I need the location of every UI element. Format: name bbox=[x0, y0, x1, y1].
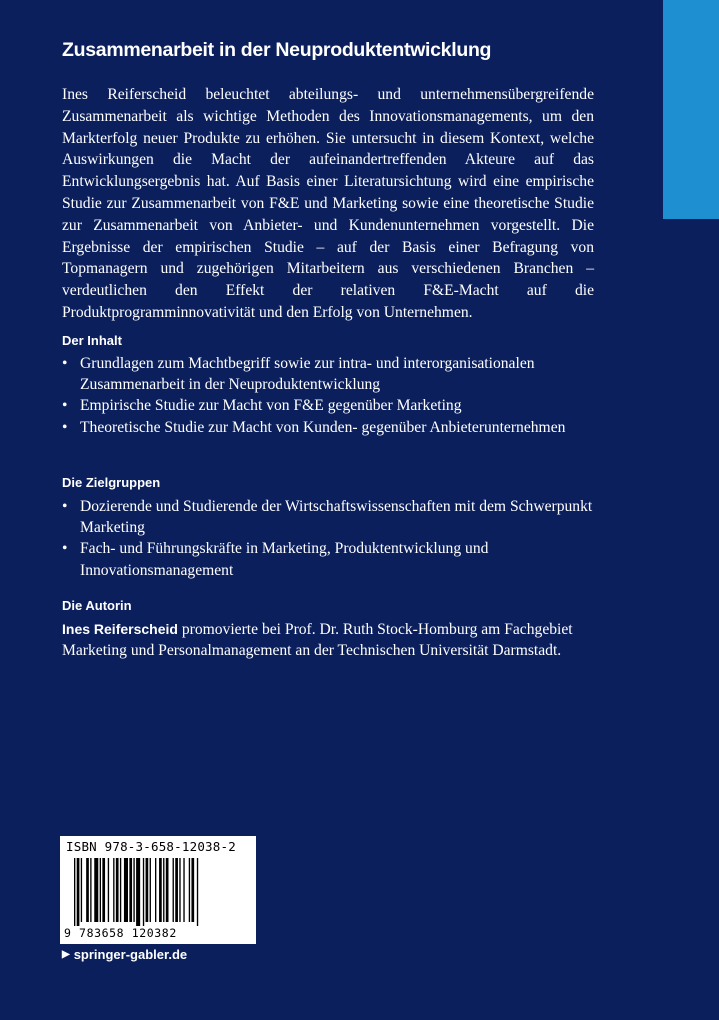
barcode-bar bbox=[90, 858, 91, 922]
barcode-bar bbox=[159, 858, 162, 922]
barcode-bar bbox=[189, 858, 190, 922]
book-description: Ines Reiferscheid beleuchtet abteilungs- und unternehmensübergreifende Zusammenarbeit als wichtige Methoden des Innovationsmanagements, um den Markterfolg neuer Produkte zu erhöhen. Sie untersucht in diesem Kontext, welche Auswirkungen die Macht der aufeinandertreffenden Akteure auf das Entwicklungsergebnis hat. Auf Basis einer Literatursichtung wird eine empirische Studie zur Zusammenarbeit von F&E und Marketing sowie eine theoretische Studie zur Zusammenarbeit von Anbieter- und Kundenunternehmen vorgestellt. Die Ergebnisse der empirischen Studie – auf der Basis einer Befragung von Topmanagern und zugehörigen Mitarbeitern aus verschiedenen Branchen – verdeutlichen den Effekt der relativen F&E-Macht auf die Produktprogramminnovativität und den Erfolg von Unternehmen. bbox=[62, 86, 594, 321]
target-groups-heading: Die Zielgruppen bbox=[62, 475, 161, 490]
list-item-text: Dozierende und Studierende der Wirtschaftswissenschaften mit dem Schwerpunkt Marketing bbox=[80, 498, 593, 537]
barcode-bar bbox=[179, 858, 180, 922]
publisher-website-text: springer-gabler.de bbox=[73, 947, 188, 962]
barcode-bar bbox=[166, 858, 169, 922]
barcode-bar bbox=[183, 858, 184, 922]
barcode-bar bbox=[100, 858, 101, 922]
list-item bbox=[62, 395, 602, 416]
barcode-bar bbox=[136, 858, 140, 926]
arrow-right-icon: ▶ bbox=[62, 949, 70, 960]
bullet-icon: • bbox=[62, 498, 68, 515]
author-heading: Die Autorin bbox=[62, 598, 132, 613]
barcode-bar bbox=[191, 858, 194, 922]
list-item-text: Grundlagen zum Machtbegriff sowie zur intra- und interorganisationalen Zusammenarbeit in der Neuproduktentwicklung bbox=[80, 355, 535, 394]
list-item-text: Fach- und Führungskräfte in Marketing, Produktentwicklung und Innovationsmanagement bbox=[80, 540, 489, 579]
list-item bbox=[62, 353, 602, 395]
list-item bbox=[62, 417, 602, 438]
barcode-bar bbox=[146, 858, 149, 922]
accent-tab bbox=[663, 0, 719, 219]
bullet-icon: • bbox=[62, 418, 68, 436]
barcode-bar bbox=[86, 858, 89, 922]
barcode-bar bbox=[77, 858, 80, 926]
barcode-bar bbox=[113, 858, 114, 922]
barcode-bar bbox=[81, 858, 82, 922]
isbn-number: ISBN 978-3-658-12038-2 bbox=[66, 839, 236, 854]
barcode-bar bbox=[102, 858, 105, 922]
bullet-icon: • bbox=[62, 397, 68, 415]
isbn-barcode bbox=[60, 836, 256, 944]
list-item bbox=[62, 538, 602, 580]
bullet-icon: • bbox=[62, 540, 68, 558]
barcode-bars bbox=[60, 858, 256, 928]
barcode-bar bbox=[173, 858, 174, 922]
barcode-bar bbox=[124, 858, 128, 922]
barcode-bar bbox=[94, 858, 98, 922]
author-bio bbox=[62, 619, 622, 661]
barcode-bar bbox=[175, 858, 178, 922]
author-name: Ines Reiferscheid bbox=[62, 621, 178, 637]
publisher-website-link[interactable] bbox=[62, 946, 187, 964]
barcode-bar bbox=[74, 858, 75, 926]
barcode-bar bbox=[133, 858, 134, 922]
barcode-bar bbox=[129, 858, 132, 922]
book-title: Zusammenarbeit in der Neuproduktentwicklung bbox=[62, 39, 492, 61]
barcode-bar bbox=[116, 858, 119, 922]
author-bio-text: promovierte bei Prof. Dr. Ruth Stock-Homburg am Fachgebiet Marketing und Personalmanagement an der Technischen Universität Darmstadt. bbox=[62, 621, 573, 660]
barcode-bar bbox=[163, 858, 164, 922]
barcode-bar bbox=[108, 858, 109, 922]
content-heading: Der Inhalt bbox=[62, 333, 122, 348]
list-item-text: Theoretische Studie zur Macht von Kunden- gegenüber Anbieterunternehmen bbox=[80, 418, 566, 436]
ean-digits: 9 783658 120382 bbox=[64, 926, 177, 940]
target-groups-list bbox=[62, 496, 602, 581]
list-item bbox=[62, 496, 602, 538]
barcode-bar bbox=[143, 858, 144, 926]
content-list bbox=[62, 353, 602, 438]
barcode-bar bbox=[197, 858, 198, 926]
bullet-icon: • bbox=[62, 355, 68, 372]
list-item-text: Empirische Studie zur Macht von F&E gegenüber Marketing bbox=[80, 397, 462, 415]
barcode-bar bbox=[150, 858, 151, 922]
barcode-bar bbox=[155, 858, 156, 922]
barcode-bar bbox=[120, 858, 121, 922]
